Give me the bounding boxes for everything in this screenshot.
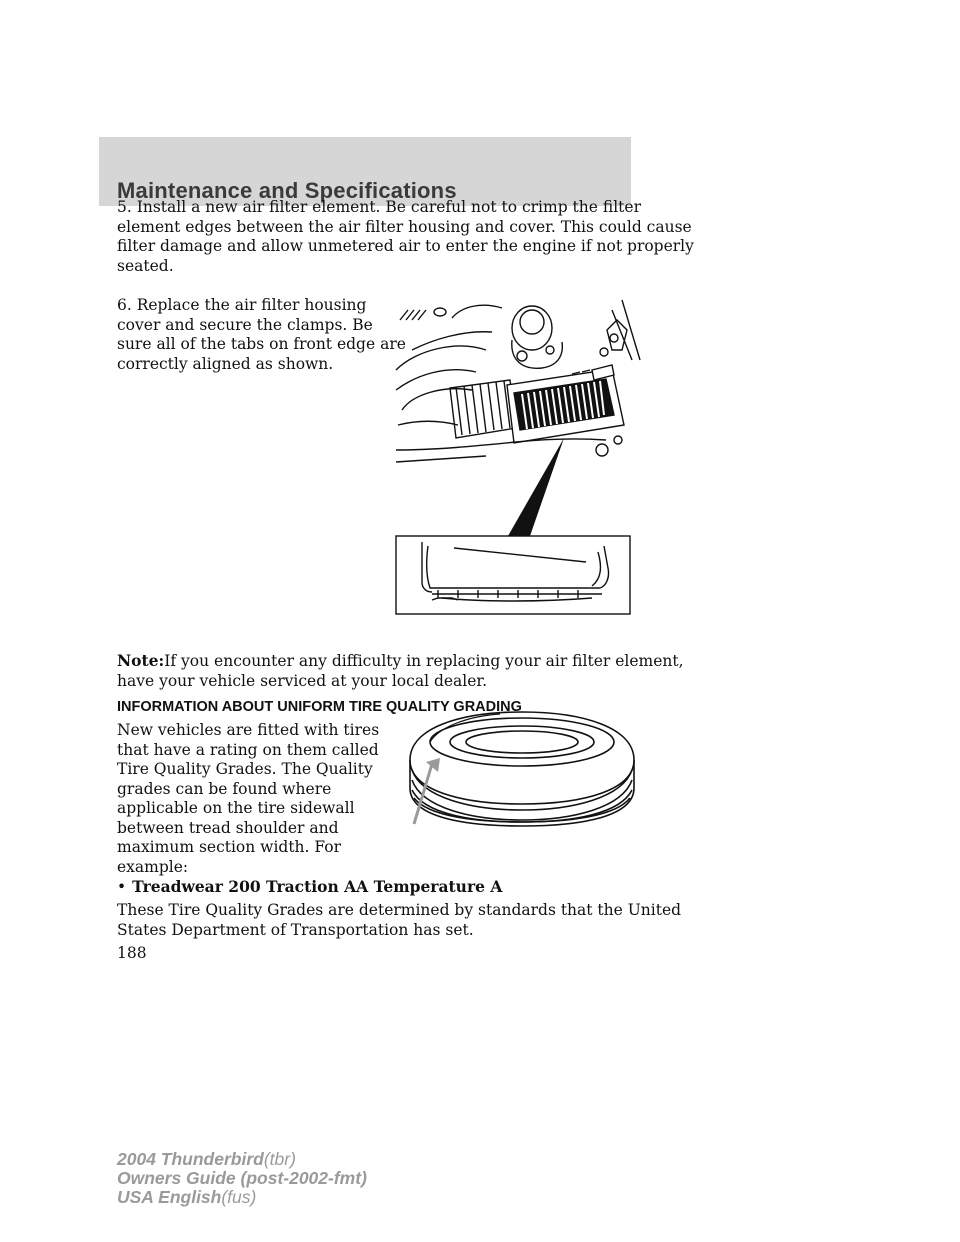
tire-intro-line: applicable on the tire sidewall (117, 799, 355, 817)
step-6-line: correctly aligned as shown. (117, 354, 334, 373)
bullet-symbol: • (117, 878, 127, 896)
tire-closing-line: States Department of Transportation has set. (117, 920, 474, 939)
note-paragraph (117, 651, 684, 691)
footer-model: 2004 Thunderbird (117, 1149, 264, 1169)
step-5-line: element edges between the air filter housing and cover. This could cause (117, 217, 692, 236)
footer-guide: Owners Guide (post-2002-fmt) (117, 1168, 367, 1188)
step-6-line: cover and secure the clamps. Be (117, 315, 373, 334)
step-5-paragraph (117, 198, 694, 276)
tire-grade-bullet: Treadwear 200 Traction AA Temperature A (132, 877, 503, 896)
step-5-line: filter damage and allow unmetered air to enter the engine if not properly (117, 237, 694, 255)
tire-intro-paragraph (117, 721, 379, 877)
footer-model-code: (tbr) (263, 1149, 296, 1169)
tire-closing-paragraph (117, 901, 681, 940)
note-text: If you encounter any difficulty in replacing your air filter element, (164, 652, 684, 670)
document-footer (117, 1150, 367, 1207)
note-label: Note: (117, 651, 165, 670)
air-filter-housing-illustration (392, 290, 642, 620)
tire-sidewall-illustration (404, 708, 640, 828)
step-6-line: sure all of the tabs on front edge are (117, 335, 406, 353)
page-number: 188 (117, 944, 147, 962)
section-title: Maintenance and Specifications (117, 178, 457, 203)
tire-quality-heading: INFORMATION ABOUT UNIFORM TIRE QUALITY GRADING (117, 699, 522, 715)
tire-intro-line: that have a rating on them called (117, 740, 379, 759)
footer-language: USA English (117, 1187, 222, 1207)
footer-language-code: (fus) (221, 1187, 257, 1207)
tire-intro-line: grades can be found where (117, 779, 332, 798)
tire-intro-line: New vehicles are fitted with tires (117, 721, 380, 739)
tire-intro-line: Tire Quality Grades. The Quality (117, 760, 373, 778)
step-5-line: seated. (117, 256, 174, 275)
tire-intro-line: maximum section width. For (117, 838, 342, 856)
note-text: have your vehicle serviced at your local dealer. (117, 671, 488, 690)
tire-intro-line: example: (117, 857, 189, 876)
step-5-line: 5. Install a new air filter element. Be careful not to crimp the filter (117, 198, 641, 216)
step-6-paragraph (117, 296, 406, 374)
tire-grade-example (117, 877, 502, 898)
step-6-line: 6. Replace the air filter housing (117, 296, 367, 314)
tire-closing-line: These Tire Quality Grades are determined by standards that the United (117, 901, 682, 919)
tire-intro-line: between tread shoulder and (117, 818, 339, 837)
